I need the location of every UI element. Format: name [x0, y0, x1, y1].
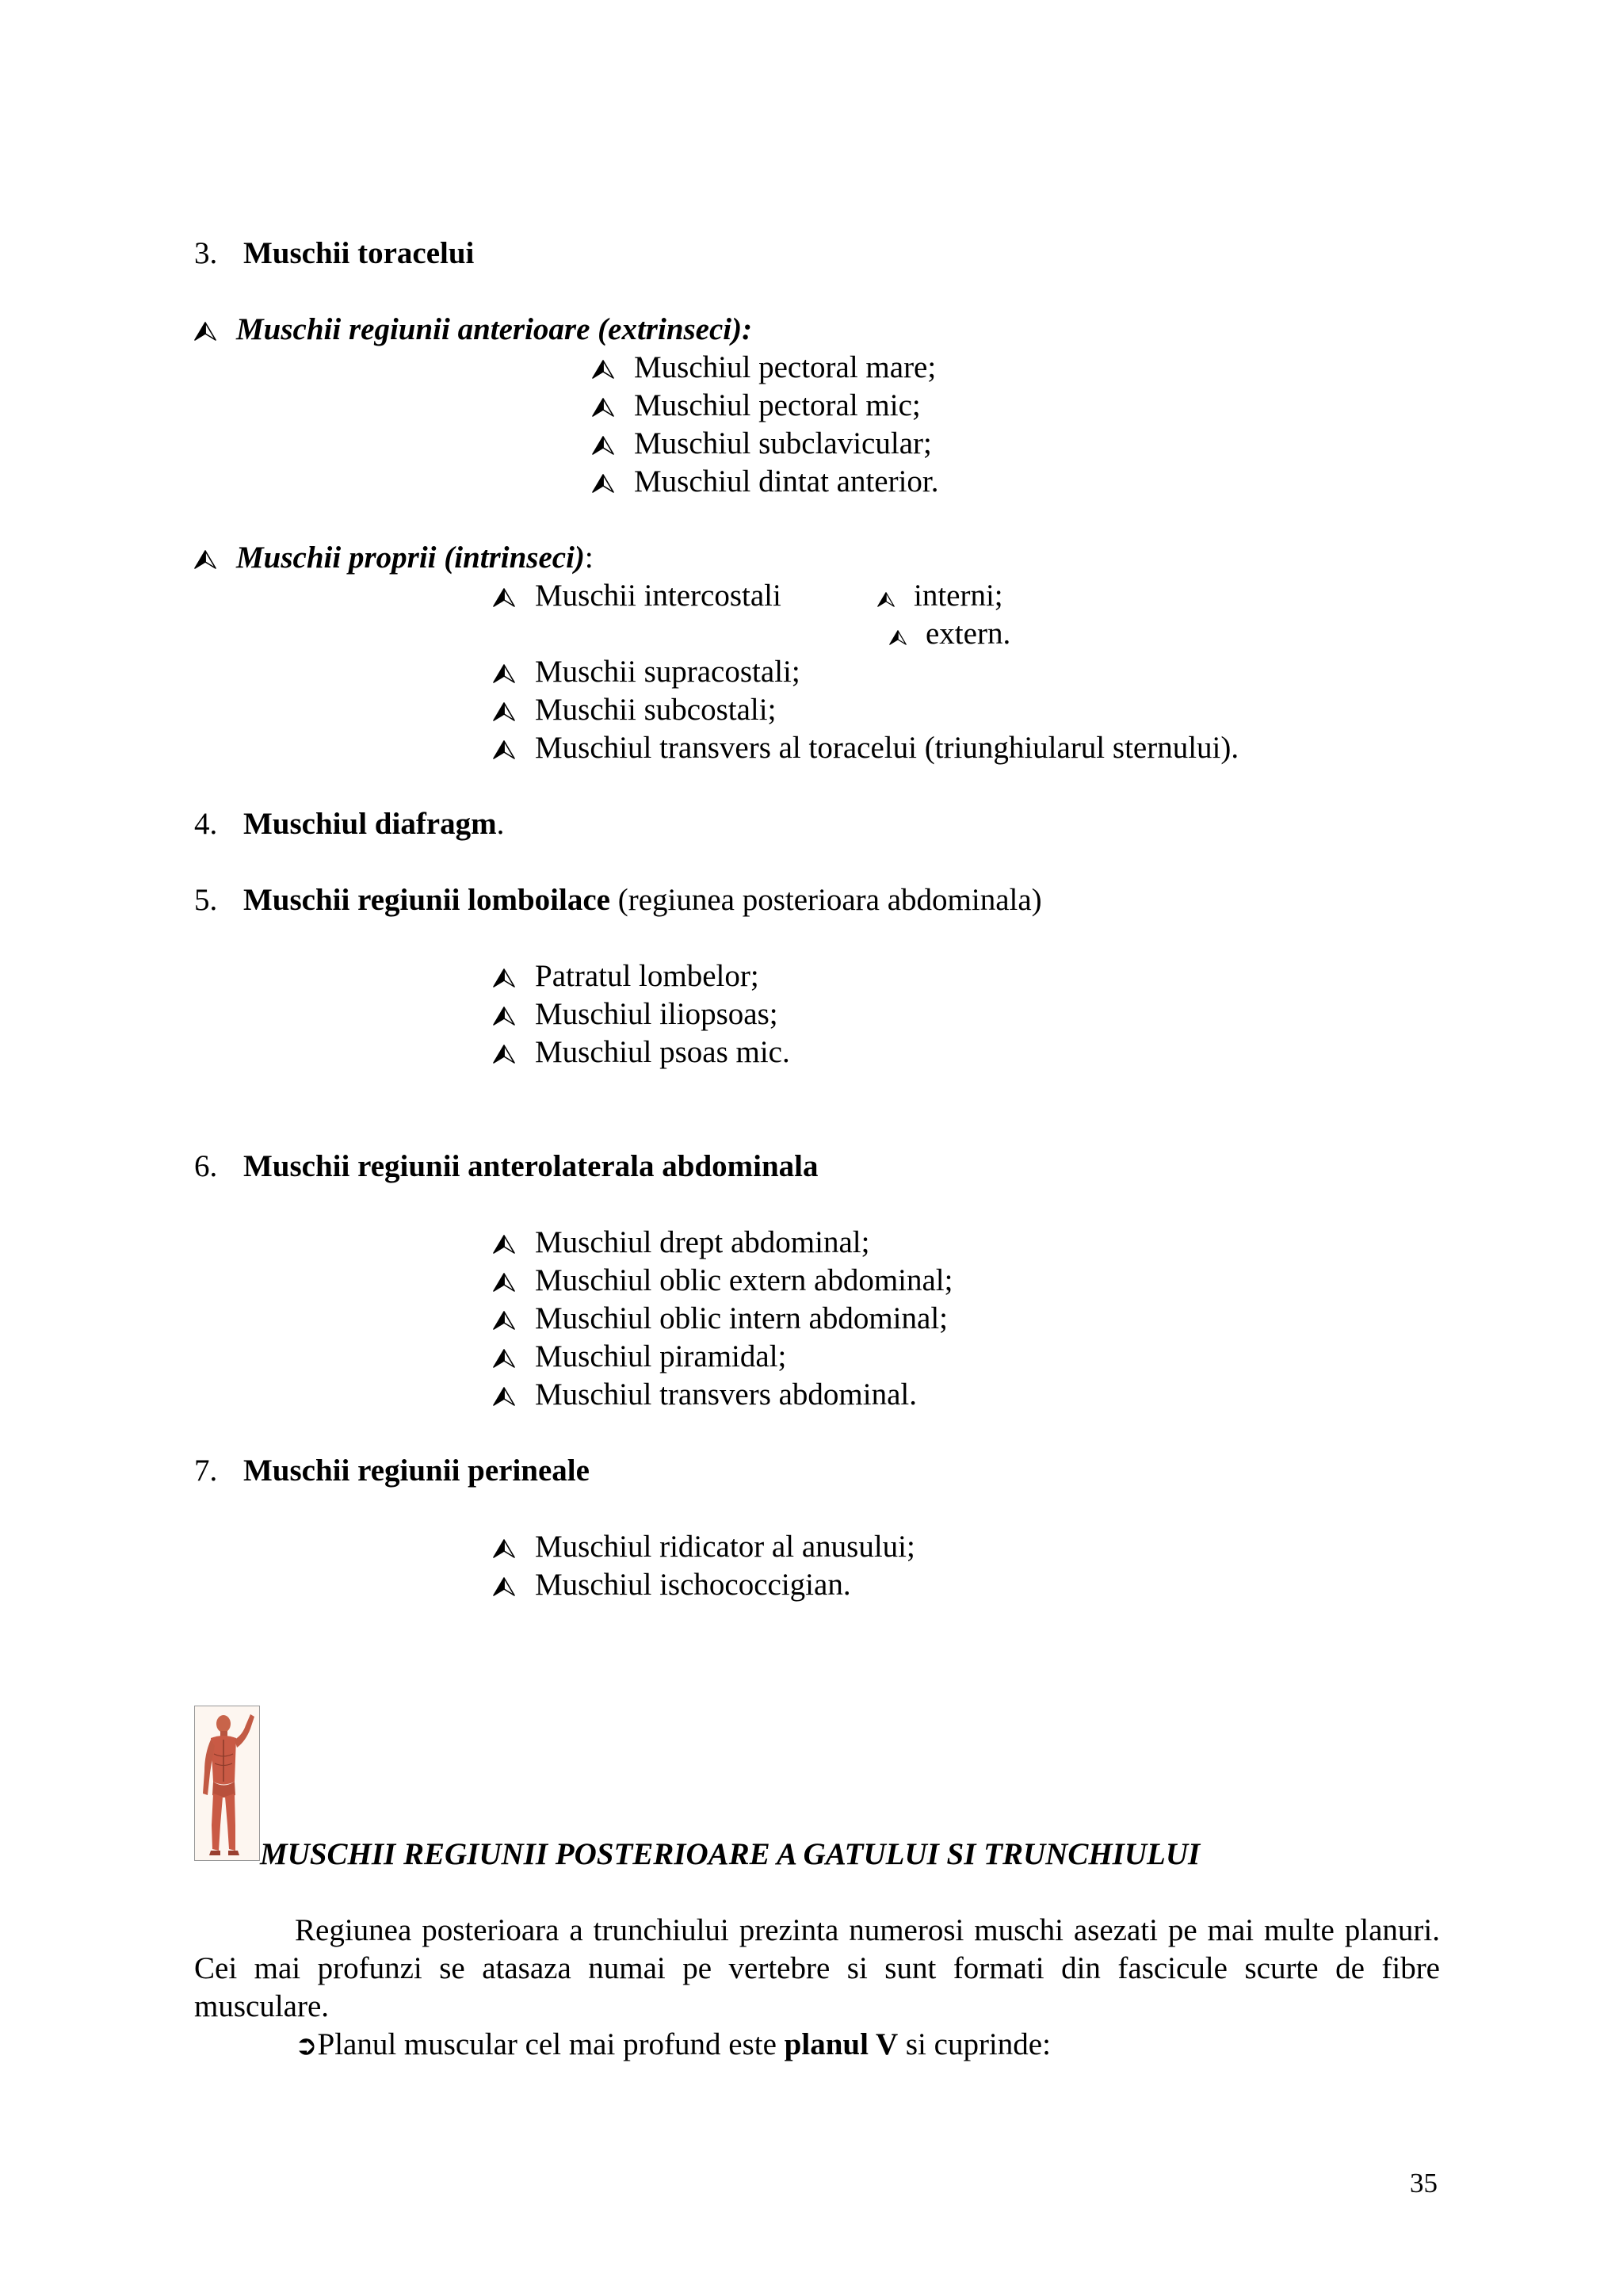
list-item: Muschiul pectoral mare;	[592, 349, 936, 387]
list-item: Muschiul oblic extern abdominal;	[493, 1262, 953, 1300]
list-item: Muschiul pectoral mic;	[592, 387, 921, 425]
arrowhead-bullet-icon	[194, 550, 216, 569]
heading-3: 3. Muschii toracelui	[194, 236, 475, 270]
list-item: Muschiul transvers abdominal.	[493, 1376, 917, 1414]
arrowhead-bullet-icon	[493, 1539, 515, 1558]
heading-6: 6. Muschii regiunii anterolaterala abdominala	[194, 1149, 819, 1183]
arrowhead-bullet-icon	[493, 1273, 515, 1292]
arrowhead-bullet-icon	[493, 1045, 515, 1064]
list-item: Muschiul ridicator al anusului;	[493, 1528, 915, 1566]
section-paragraph: Regiunea posterioara a trunchiului prezinta numerosi muschi asezati pe mai multe planuri. Cei mai profunzi se atasaza numai pe vertebre si sunt formati din fascicule scurte de fibre musculare. ➲Planul muscular cel mai profund este planul V si cuprinde:	[194, 1912, 1440, 2065]
list-item: Muschii subcostali;	[493, 691, 776, 729]
section-title: MUSCHII REGIUNII POSTERIOARE A GATULUI SI TRUNCHIULUI	[260, 1837, 1201, 1871]
arrowhead-bullet-icon	[493, 1577, 515, 1596]
anterior-heading: Muschii regiunii anterioare (extrinseci):	[194, 311, 752, 349]
list-item: Muschiul subclavicular;	[592, 425, 932, 463]
arrowhead-bullet-icon	[493, 740, 515, 759]
arrowhead-bullet-icon	[194, 322, 216, 341]
heading-7: 7. Muschii regiunii perineale	[194, 1454, 590, 1488]
plan-line: ➲Planul muscular cel mai profund este planul V si cuprinde:	[295, 2027, 1051, 2061]
sub-list-item: extern.	[889, 615, 1010, 653]
heading-4: 4. Muschiul diafragm.	[194, 807, 505, 841]
arrowhead-bullet-icon	[592, 398, 614, 417]
list-item: Muschiul oblic intern abdominal;	[493, 1300, 948, 1338]
arrowhead-bullet-icon	[493, 588, 515, 607]
arrowhead-bullet-icon	[493, 1311, 515, 1330]
list-item: Muschiul dintat anterior.	[592, 463, 939, 501]
arrowhead-bullet-icon	[592, 436, 614, 455]
list-item: Muschiul transvers al toracelui (triunghiularul sternului).	[493, 729, 1239, 767]
list-item: Muschii intercostali	[493, 577, 781, 615]
page-number: 35	[1410, 2168, 1438, 2199]
arrowhead-bullet-icon	[493, 1235, 515, 1254]
list-item: Muschiul psoas mic.	[493, 1033, 790, 1072]
list-item: Muschiul piramidal;	[493, 1338, 786, 1376]
arrowhead-bullet-icon	[493, 1007, 515, 1026]
arrowhead-bullet-icon	[592, 474, 614, 493]
arrow-right-icon: ➲	[295, 2030, 318, 2061]
arrowhead-bullet-icon	[493, 1387, 515, 1406]
list-item: Muschii supracostali;	[493, 653, 800, 691]
arrowhead-bullet-icon	[889, 630, 907, 645]
arrowhead-bullet-icon	[493, 968, 515, 988]
arrowhead-bullet-icon	[493, 664, 515, 683]
arrowhead-bullet-icon	[592, 360, 614, 379]
arrowhead-bullet-icon	[493, 702, 515, 721]
arrowhead-bullet-icon	[493, 1349, 515, 1368]
heading-3-title: Muschii toracelui	[243, 236, 475, 270]
list-item: Muschiul ischococcigian.	[493, 1566, 851, 1604]
list-item: Patratul lombelor;	[493, 957, 759, 995]
list-item: Muschiul iliopsoas;	[493, 995, 778, 1033]
list-item: Muschiul drept abdominal;	[493, 1224, 869, 1262]
proprii-heading: Muschii proprii (intrinseci):	[194, 539, 594, 577]
sub-list-item: interni;	[877, 577, 1003, 615]
heading-5: 5. Muschii regiunii lomboilace (regiunea posterioara abdominala)	[194, 883, 1042, 917]
muscle-anatomy-figure-icon	[194, 1706, 260, 1861]
arrowhead-bullet-icon	[877, 592, 895, 607]
